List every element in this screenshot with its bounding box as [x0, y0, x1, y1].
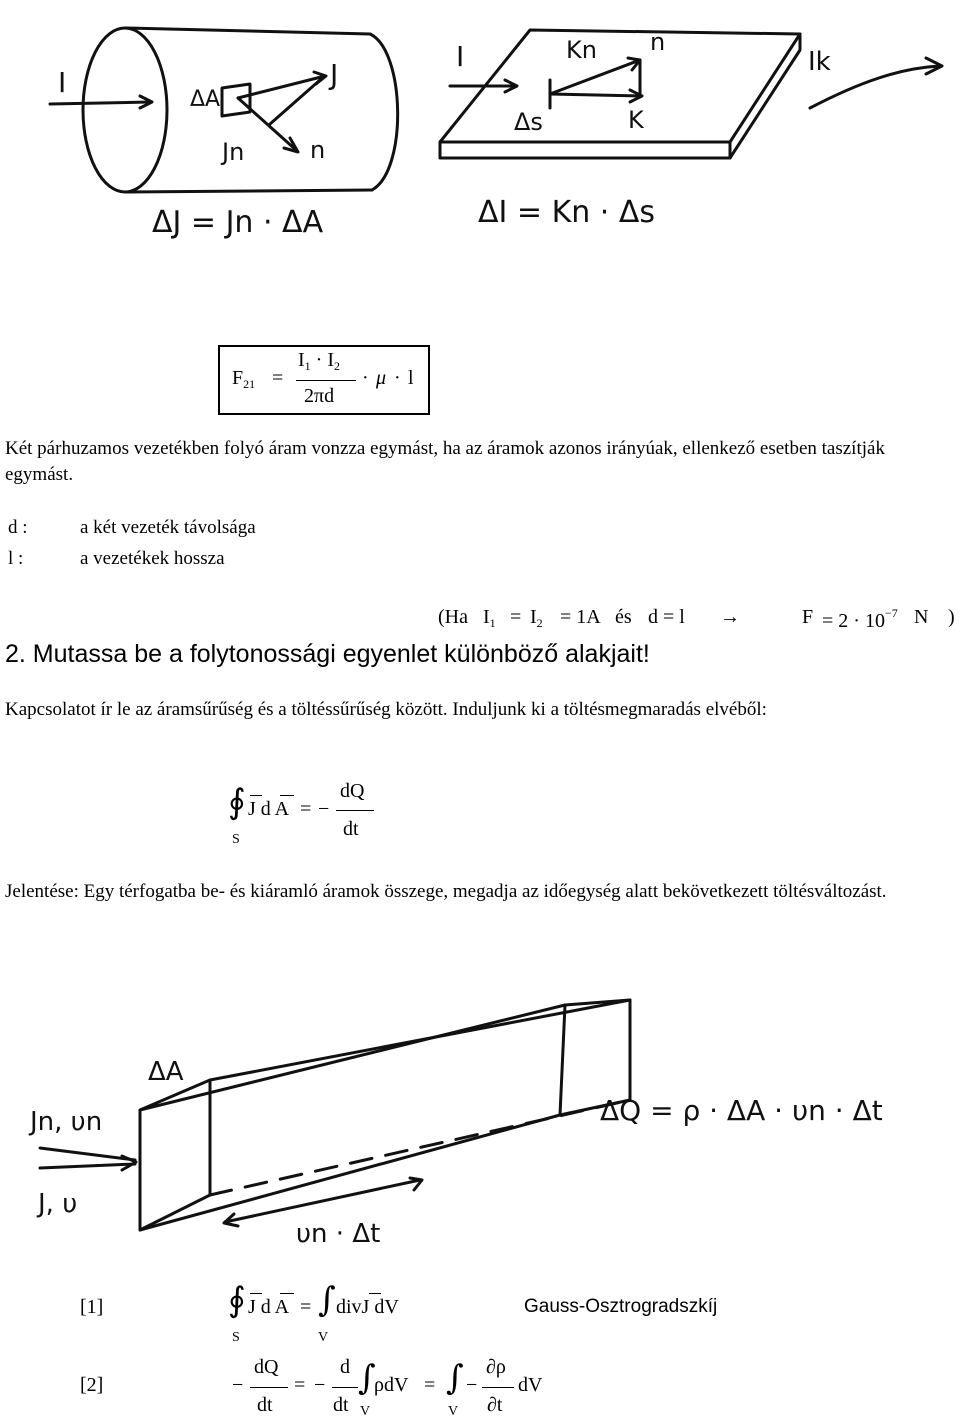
formula-dot: · — [362, 367, 369, 389]
example-close: ) — [948, 606, 955, 628]
equation-2-eq-1: = — [294, 1374, 306, 1396]
section-heading: 2. Mutassa be a folytonossági egyenlet különböző alakjait! — [5, 640, 650, 668]
equation-2-lower-v-1: V — [360, 1404, 371, 1419]
equation-2-den-1: dt — [257, 1394, 273, 1416]
paragraph-parallel-wires: Két párhuzamos vezetékben folyó áram vonzza egymást, ha az áramok azonos irányúak, ellenkező esetben taszítják egymást. — [5, 438, 885, 485]
formula-numerator: $I_1 \cdot I_2$ — [298, 349, 341, 373]
curve-label-Ik: Ik — [808, 47, 831, 77]
cylinder-label-dA: ΔA — [190, 87, 221, 112]
example-F: F — [802, 606, 814, 628]
definition-value-l: a vezetékek hossza — [80, 548, 225, 569]
vector-bar-A — [280, 795, 294, 796]
equation-2-minus-1: − — [232, 1374, 244, 1396]
equation-1-label: [1] — [80, 1296, 104, 1318]
tube-charge-equation: ΔQ = ρ · ΔA · υn · Δt — [600, 1094, 883, 1127]
plate-label-ds: Δs — [514, 108, 543, 136]
figure-charge-flow-tube — [0, 980, 960, 1280]
cylinder-equation: ΔJ = Jn · ΔA — [152, 205, 324, 240]
eq-main-denominator: dt — [343, 818, 359, 840]
vector-bar-J-2 — [250, 1293, 262, 1294]
equation-2-num-3: ∂ρ — [486, 1356, 506, 1378]
example-d: d — [648, 606, 658, 628]
cylinder-label-I: I — [58, 66, 67, 99]
contour-integral-icon-2: ∮ — [228, 1280, 246, 1320]
eq-main-integrand: J d A — [248, 798, 290, 820]
equation-1-lower-s: S — [232, 1330, 240, 1345]
formula-eq: = — [272, 367, 284, 389]
equation-2-frac-line-3 — [482, 1387, 514, 1388]
force-formula-box — [218, 345, 430, 415]
equation-2-den-3: ∂t — [487, 1394, 503, 1416]
eq-main-fraction-line — [336, 810, 374, 811]
equation-1-rhs: divJ dV — [336, 1296, 399, 1318]
formula-lhs: $F_{21}$ — [232, 367, 256, 391]
equation-1-eq: = — [300, 1296, 312, 1318]
definition-key-l: l : — [8, 548, 24, 569]
plate-label-I: I — [456, 40, 465, 73]
plate-label-n: n — [650, 28, 666, 56]
tube-drawing — [40, 1000, 630, 1230]
cylinder-label-J: J — [330, 58, 339, 91]
equation-2-dV: dV — [518, 1374, 543, 1396]
example-eq3: = l — [663, 606, 685, 628]
example-open: (Ha — [438, 606, 468, 628]
equation-1-lower-v: V — [318, 1330, 329, 1345]
equation-2-num-1: dQ — [254, 1356, 279, 1378]
plate-drawing — [440, 30, 800, 158]
equation-2-minus-3: − — [466, 1374, 478, 1396]
tube-label-J-v: J, υ — [38, 1189, 78, 1219]
eq-main-eq: = — [300, 798, 312, 820]
formula-fraction-line — [296, 380, 356, 381]
tube-label-vn-dt: υn · Δt — [296, 1219, 381, 1249]
cylinder-label-Jn: Jn — [222, 138, 245, 166]
example-I1: $I_1$ — [483, 606, 496, 630]
plate-equation: ΔI = Kn · Δs — [478, 195, 656, 230]
eq-main-minus: − — [318, 798, 330, 820]
tube-label-dA: ΔA — [148, 1057, 184, 1087]
example-eq2: = 1A — [560, 606, 601, 628]
example-eq1: = — [510, 606, 522, 628]
equation-2-minus-2: − — [314, 1374, 326, 1396]
example-es: és — [615, 606, 632, 628]
formula-l: l — [408, 367, 414, 389]
equation-2-label: [2] — [80, 1374, 104, 1396]
eq-main-numerator: dQ — [340, 780, 365, 802]
definition-value-d: a két vezeték távolsága — [80, 517, 256, 538]
equation-2-frac-line-2 — [332, 1387, 358, 1388]
cylinder-drawing — [50, 28, 398, 192]
arrow-icon: → — [720, 606, 740, 628]
example-unit: N — [914, 606, 929, 628]
formula-mu: μ — [376, 367, 387, 389]
paragraph-meaning: Jelentése: Egy térfogatba be- és kiáramló áramok összege, megadja az időegység alatt bekövetkezett töltésváltozást. — [5, 881, 887, 902]
vector-bar-divJ — [369, 1293, 381, 1294]
vector-bar-J — [250, 795, 262, 796]
definition-key-d: d : — [8, 517, 28, 538]
volume-integral-icon-2: ∫ — [358, 1358, 376, 1398]
figure-current-density-sketch — [0, 0, 960, 260]
volume-integral-icon-3: ∫ — [446, 1358, 464, 1398]
example-I2: $I_2$ — [530, 606, 543, 630]
formula-denominator: 2πd — [304, 385, 335, 407]
equation-2-num-2: d — [340, 1356, 350, 1378]
equation-2-lower-v-2: V — [448, 1404, 459, 1419]
eq-main-lower-limit: S — [232, 832, 240, 847]
equation-1-name: Gauss-Osztrogradszkíj — [524, 1296, 718, 1317]
equation-2-integrand: ρdV — [374, 1374, 409, 1396]
equation-1-lhs: J d A — [248, 1296, 290, 1318]
cylinder-label-n: n — [310, 136, 326, 164]
plate-label-Kn: Kn — [566, 36, 597, 64]
equation-2-frac-line-1 — [250, 1387, 288, 1388]
paragraph-relation: Kapcsolatot ír le az áramsűrűség és a töltéssűrűség között. Induljunk ki a töltésmegmaradás elvéből: — [5, 699, 767, 720]
example-value: = $2 \cdot 10^{-7}$ — [822, 606, 898, 632]
plate-label-K: K — [628, 106, 644, 134]
volume-integral-icon: ∫ — [318, 1280, 336, 1320]
tube-label-Jn-vn: Jn, υn — [30, 1107, 103, 1137]
vector-bar-A-2 — [280, 1293, 294, 1294]
equation-2-eq-2: = — [424, 1374, 436, 1396]
equation-2-den-2: dt — [333, 1394, 349, 1416]
contour-integral-icon: ∮ — [228, 782, 246, 822]
formula-dot-2: · — [394, 367, 401, 389]
